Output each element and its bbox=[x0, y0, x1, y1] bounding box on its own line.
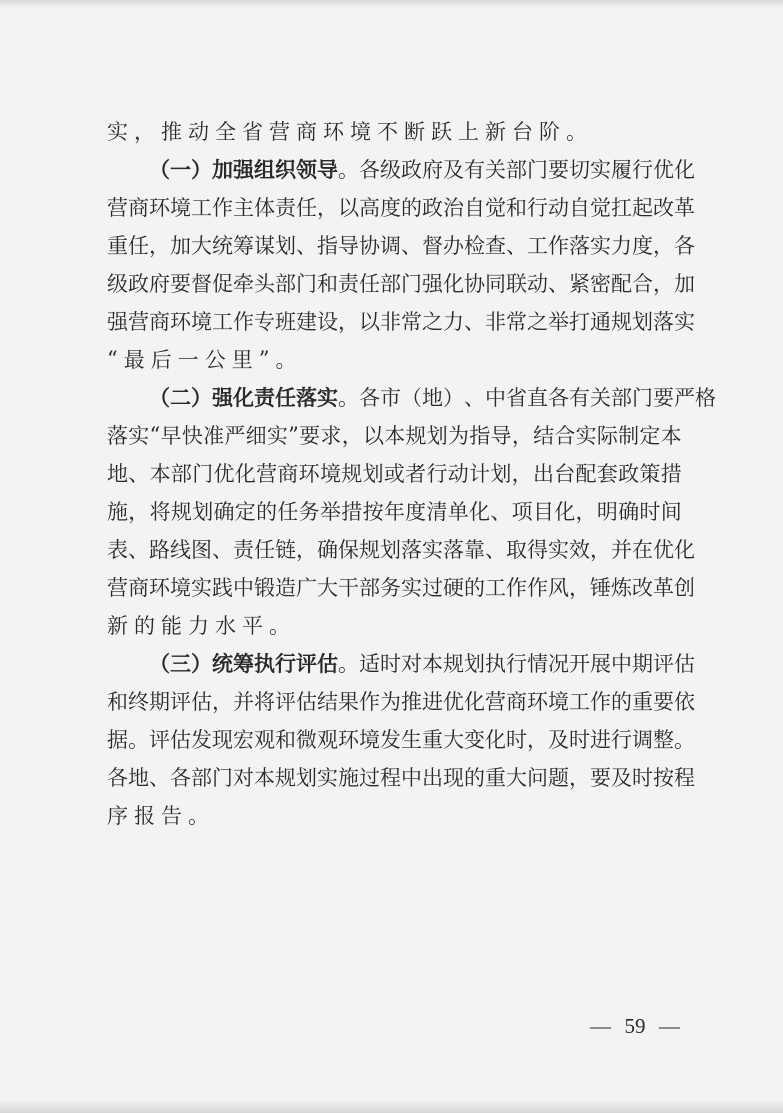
text-line: 强 营 商 环 境 工 作 专 班 建 设 ， 以 非 常 之 力 、 非 常 之 举 打 通 规 划 落 实 bbox=[107, 310, 695, 334]
paragraph bbox=[107, 150, 695, 378]
text-line: 营 商 环 境 工 作 主 体 责 任 ， 以 高 度 的 政 治 自 觉 和 行 动 自 觉 扛 起 改 革 bbox=[107, 196, 695, 220]
page-number-dash-right: — bbox=[659, 1014, 680, 1038]
text-line: 实 ， 推 动 全 省 营 商 环 境 不 断 跃 上 新 台 阶 。 bbox=[107, 120, 587, 144]
text-line: 地 、 本 部 门 优 化 营 商 环 境 规 划 或 者 行 动 计 划 ， 出 台 配 套 政 策 措 bbox=[107, 462, 682, 486]
page-number-value: 59 bbox=[624, 1014, 646, 1038]
page-top-edge bbox=[0, 0, 783, 9]
text-line: 表 、 路 线 图 、 责 任 链 ， 确 保 规 划 落 实 落 靠 、 取 得 实 效 ， 并 在 优 化 bbox=[107, 538, 695, 562]
paragraph bbox=[107, 112, 682, 150]
text-line: （ 二 ） 强 化 责 任 落 实 。 各 市 （ 地 ） 、 中 省 直 各 有 关 部 门 要 严 格 bbox=[149, 386, 716, 410]
text-line: 据 。 评 估 发 现 宏 观 和 微 观 环 境 发 生 重 大 变 化 时 ， 及 时 进 行 调 整 。 bbox=[107, 728, 695, 752]
text-line: 级 政 府 要 督 促 牵 头 部 门 和 责 任 部 门 强 化 协 同 联 动 、 紧 密 配 合 ， 加 bbox=[107, 272, 695, 296]
page-number-dash-left: — bbox=[590, 1014, 611, 1038]
text-line: 落 实 “ 早 快 准 严 细 实 ” 要 求 ， 以 本 规 划 为 指 导 ， 结 合 实 际 制 定 本 bbox=[107, 423, 682, 448]
text-line: 施 ， 将 规 划 确 定 的 任 务 举 措 按 年 度 清 单 化 、 项 目 化 ， 明 确 时 间 bbox=[107, 500, 682, 524]
document-body bbox=[107, 112, 716, 834]
text-line: 序 报 告 。 bbox=[107, 804, 209, 828]
text-line: （ 一 ） 加 强 组 织 领 导 。 各 级 政 府 及 有 关 部 门 要 切 实 履 行 优 化 bbox=[149, 158, 695, 182]
text-line: （ 三 ） 统 筹 执 行 评 估 。 适 时 对 本 规 划 执 行 情 况 开 展 中 期 评 估 bbox=[149, 652, 695, 676]
text-line: 和 终 期 评 估 ， 并 将 评 估 结 果 作 为 推 进 优 化 营 商 环 境 工 作 的 重 要 依 bbox=[107, 690, 695, 714]
page-bottom-edge bbox=[0, 1099, 783, 1113]
paragraph bbox=[107, 378, 716, 644]
text-line: 各 地 、 各 部 门 对 本 规 划 实 施 过 程 中 出 现 的 重 大 问 题 ， 要 及 时 按 程 bbox=[107, 766, 695, 790]
text-line: 营 商 环 境 实 践 中 锻 造 广 大 干 部 务 实 过 硬 的 工 作 作 风 ， 锤 炼 改 革 创 bbox=[107, 576, 695, 600]
page-number bbox=[590, 1014, 680, 1039]
text-line: 重 任 ， 加 大 统 筹 谋 划 、 指 导 协 调 、 督 办 检 查 、 工 作 落 实 力 度 ， 各 bbox=[107, 234, 695, 258]
text-line: 新 的 能 力 水 平 。 bbox=[107, 614, 290, 638]
paragraph bbox=[107, 644, 695, 834]
text-line: “ 最 后 一 公 里 ” 。 bbox=[107, 347, 297, 372]
